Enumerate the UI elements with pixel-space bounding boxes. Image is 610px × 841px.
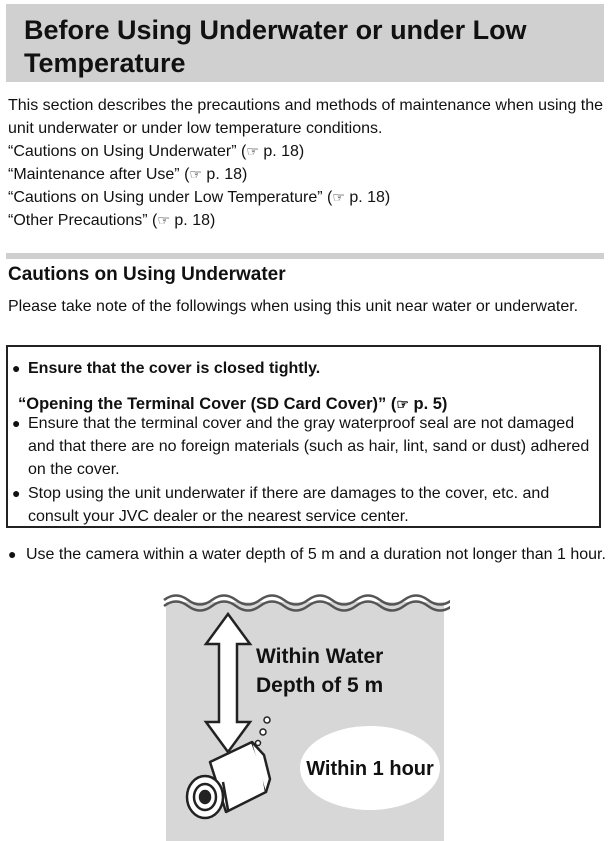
link-other-precautions[interactable]: “Other Precautions” (☞ p. 18) bbox=[8, 212, 216, 229]
section-divider bbox=[6, 253, 604, 259]
pointing-hand-icon: ☞ bbox=[396, 396, 409, 412]
link-cautions-underwater[interactable]: “Cautions on Using Underwater” (☞ p. 18) bbox=[8, 143, 305, 160]
link-maintenance[interactable]: “Maintenance after Use” (☞ p. 18) bbox=[8, 166, 248, 183]
bubble-icon bbox=[260, 729, 266, 735]
bullet-icon: ● bbox=[12, 360, 21, 376]
section-title: Cautions on Using Underwater bbox=[8, 264, 286, 285]
depth-label-line2: Depth of 5 m bbox=[256, 674, 384, 697]
bullet-icon: ● bbox=[8, 546, 17, 562]
page-title: Before Using Underwater or under Low Temperature bbox=[24, 15, 527, 78]
pointing-hand-icon: ☞ bbox=[157, 212, 170, 228]
link-low-temperature[interactable]: “Cautions on Using under Low Temperature” (☞ p. 18) bbox=[8, 189, 391, 206]
precautions-box: ● Ensure that the cover is closed tightly. “Opening the Terminal Cover (SD Card Cover)” (☞ p. 5) ● Ensure that the terminal cover and the gray waterproof seal are not damaged and that there are no foreign materials (such as hair, lint, sand or dust) adhered on the cover. ● Stop using the unit underwater if there are damages to the cover, etc. and consult your JVC dealer or the nearest service center. bbox=[6, 345, 601, 528]
bullet-icon: ● bbox=[12, 485, 21, 501]
depth-label-line1: Within Water bbox=[256, 645, 384, 668]
intro-description: This section describes the precautions and methods of maintenance when using the unit underwater or under low temperature conditions. bbox=[8, 97, 604, 137]
bubble-icon bbox=[264, 717, 270, 723]
bubble-icon bbox=[256, 741, 261, 746]
time-label: Within 1 hour bbox=[306, 758, 434, 780]
section-intro: Please take note of the followings when using this unit near water or underwater. bbox=[8, 298, 579, 315]
bullet-icon: ● bbox=[12, 415, 21, 431]
underwater-illustration bbox=[160, 592, 450, 841]
intro-block bbox=[8, 94, 608, 232]
title-banner bbox=[6, 4, 604, 82]
pointing-hand-icon: ☞ bbox=[189, 166, 202, 182]
pointing-hand-icon: ☞ bbox=[332, 189, 345, 205]
pointing-hand-icon: ☞ bbox=[246, 143, 259, 159]
link-terminal-cover[interactable]: “Opening the Terminal Cover (SD Card Cover)” (☞ p. 5) bbox=[18, 395, 448, 413]
